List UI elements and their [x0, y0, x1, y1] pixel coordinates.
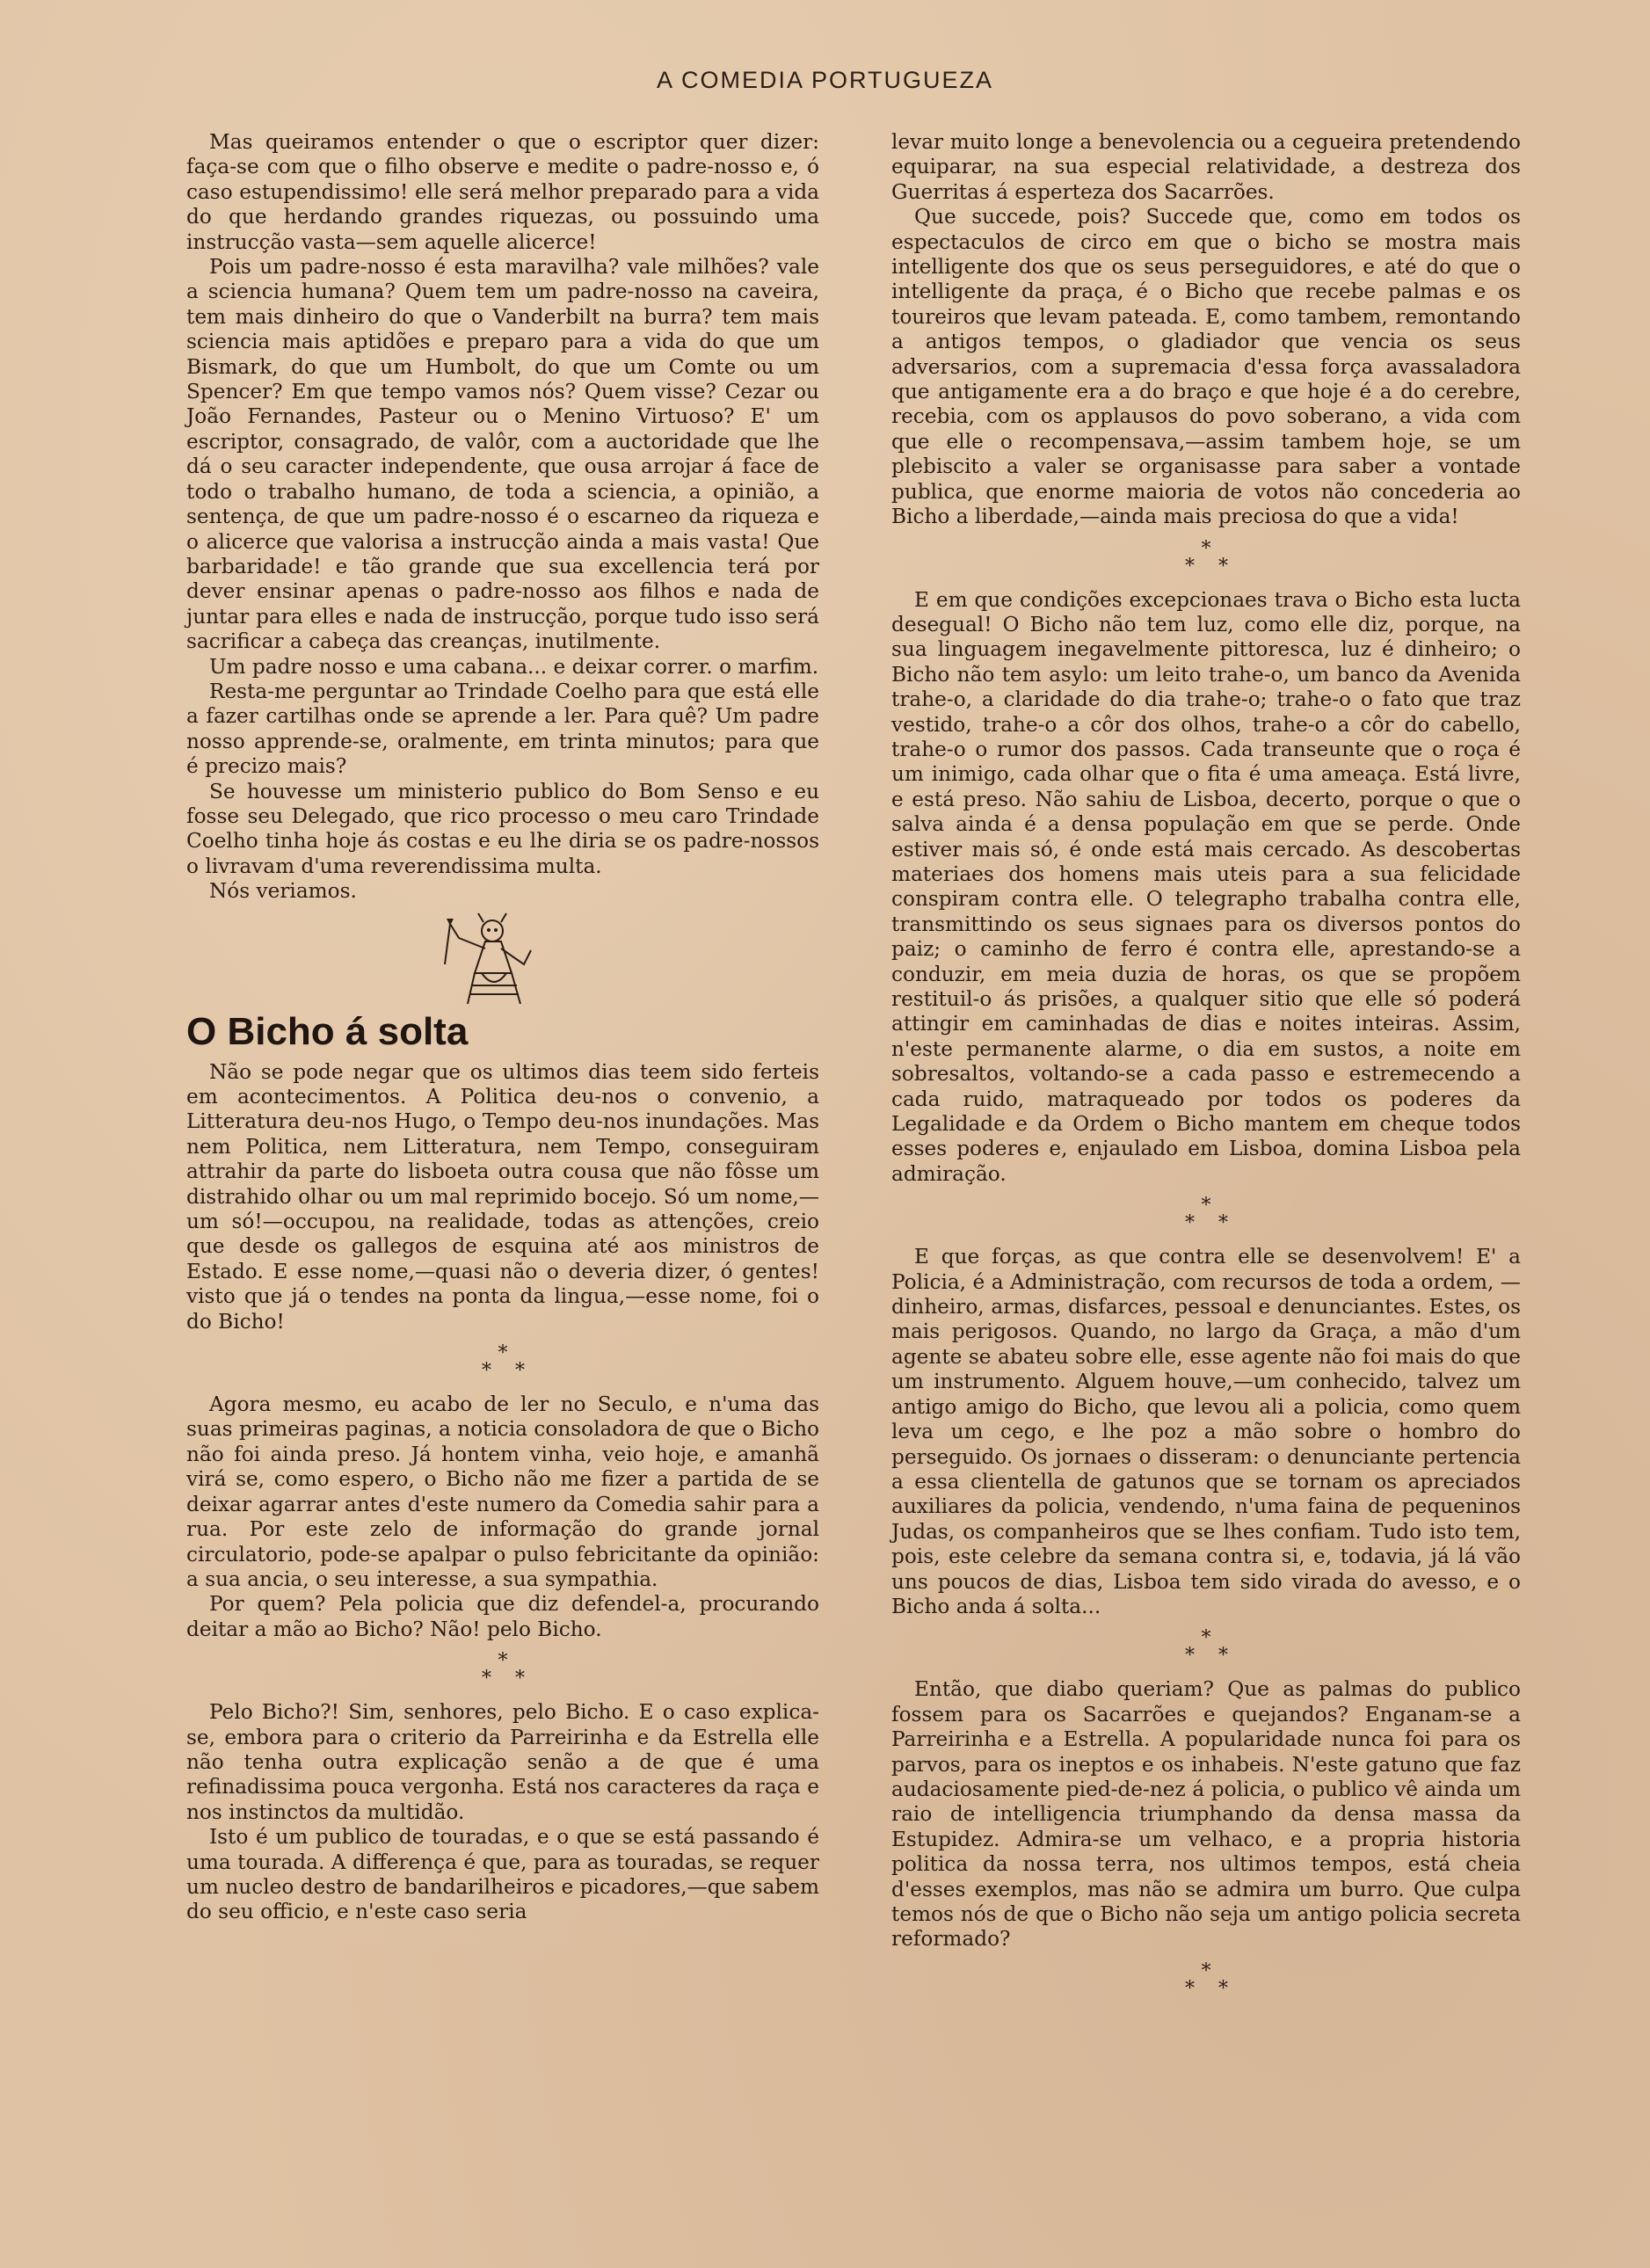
paragraph: Que succede, pois? Succede que, como em todos os espectaculos de circo em que o bicho se mostra mais intelligente dos que os seus perseguidores, e até do que o intelligente da praça, é o Bicho que recebe palmas e os toureiros que levam pateada. E, como tambem, remontando a antigos tempos, o gladiador que vencia os seus adversarios, com a supremacia d'essa força avassaladora que antigamente era a do braço e que hoje é a do cerebre, recebia, com os applausos do povo soberano, a vida com que elle o recompensava,—assim tambem hoje, se um plebiscito a valer se organisasse para saber a vontade publica, que enorme maioria de votos não concederia ao Bicho a liberdade,—ainda mais preciosa do que a vida! — [891, 205, 1521, 529]
paragraph: Não se pode negar que os ultimos dias teem sido ferteis em acontecimentos. A Politica deu-nos o convenio, a Litteratura deu-nos Hugo, o Tempo deu-nos inundações. Mas nem Politica, nem Litteratura, nem Tempo, conseguiram attrahir da parte do lisboeta outra cousa que não fôsse um distrahido olhar ou um mal reprimido bocejo. Só um nome,—um só!—occupou, na realidade, todas as attenções, creio que desde os gallegos de esquina até aos ministros de Estado. E esse nome,—quasi não o deveria dizer, ó gentes! visto que já o tendes na ponta da lingua,—esse nome, foi o do Bicho! — [186, 1059, 819, 1334]
star: * — [482, 1668, 491, 1690]
star: * — [498, 1650, 508, 1673]
separator-stars — [891, 1958, 1521, 2009]
star: * — [1185, 1212, 1195, 1235]
star: * — [1201, 537, 1211, 560]
star: * — [1185, 1645, 1195, 1668]
star: * — [1218, 1645, 1228, 1668]
star: * — [1185, 1977, 1195, 2000]
separator-stars — [891, 1192, 1521, 1243]
paragraph: Mas queiramos entender o que o escriptor quer dizer: faça-se com que o filho observe e medite o padre-nosso e, ó caso estupendissimo! elle será melhor preparado para a vida do que herdando grandes riquezas, ou possuindo uma instrucção vasta—sem aquelle alicerce! — [186, 130, 819, 254]
separator-stars — [186, 1647, 819, 1698]
star: * — [515, 1360, 525, 1383]
star: * — [1218, 555, 1228, 578]
paragraph: Pois um padre-nosso é esta maravilha? vale milhões? vale a sciencia humana? Quem tem um padre-nosso na caveira, tem mais dinheiro do que o Vanderbilt na burra? tem mais sciencia mais aptidões e preparo para a vida do que um Bismark, do que um Humbolt, do que um Comte ou um Spencer? Em que tempo vamos nós? Quem visse? Cezar ou João Fernandes, Pasteur ou o Menino Virtuoso? E' um escriptor, consagrado, de valôr, com a auctoridade que lhe dá o seu caracter independente, que ousa arrojar á face de todo o trabalho humano, de toda a sciencia, a opinião, a sentença, de que um padre-nosso é o escarneo da riqueza e o alicerce que valorisa a instrucção ainda a mais vasta! Que barbaridade! e tão grande que sua excellencia terá por dever ensinar apenas o padre-nosso aos filhos e nada de juntar para elles e nada de instrucção, porque tudo isso será sacrificar a cabeça das creanças, inutilmente. — [186, 255, 819, 654]
star: * — [1218, 1212, 1228, 1235]
paragraph: Por quem? Pela policia que diz defendel-a, procurando deitar a mão ao Bicho? Não! pelo Bicho. — [186, 1592, 819, 1641]
star: * — [498, 1342, 508, 1365]
paragraph: Um padre nosso e uma cabana... e deixar correr. o marfim. — [209, 654, 819, 679]
separator-stars — [186, 1340, 819, 1391]
star: * — [515, 1668, 525, 1690]
paragraph: Isto é um publico de touradas, e o que se está passando é uma tourada. A differença é que, para as touradas, se requer um nucleo destro de bandarilheiros e picadores,—que sabem do seu officio, e n'este caso seria — [186, 1825, 819, 1924]
page-header: A COMEDIA PORTUGUEZA — [656, 67, 994, 93]
left-column — [186, 130, 819, 1925]
paragraph: Se houvesse um ministerio publico do Bom Senso e eu fosse seu Delegado, que rico processo o meu caro Trindade Coelho tinha hoje ás costas e eu lhe diria se os padre-nossos o livravam d'uma reverendissima multa. — [186, 779, 819, 878]
paragraph: Então, que diabo queriam? Que as palmas do publico fossem para os Sacarrões e quejandos? Enganam-se a Parreirinha e a Estrella. A popularidade nunca foi para os parvos, para os ineptos e os inhabeis. N'este gatuno que faz audaciosamente pied-de-nez á policia, o publico vê ainda um raio de intelligencia triumphando da densa massa da Estupidez. Admira-se um velhaco, e a propria historia politica da nossa terra, nos ultimos tempos, está cheia d'esses exemplos, mas não se admira um burro. Que culpa temos nós de que o Bicho não seja um antigo policia secreta reformado? — [891, 1677, 1521, 1952]
star: * — [1201, 1627, 1211, 1650]
paragraph: E que forças, as que contra elle se desenvolvem! E' a Policia, é a Administração, com recursos de toda a ordem, — dinheiro, armas, disfarces, pessoal e denunciantes. Estes, os mais perigosos. Quando, no largo da Graça, a mão d'um agente se abateu sobre elle, esse agente não foi mais do que um instrumento. Alguem houve,—um conhecido, talvez um antigo amigo do Bicho, que levou ali a policia, como quem leva um cego, e lhe poz a mão sobre o hombro do perseguido. Os jornaes o disseram: o denunciante pertencia a essa clientella de gatunos que se tornam os apreciados auxiliares da policia, vendendo, n'uma faina de pequeninos Judas, os companheiros que se lhes confiam. Tudo isto tem, pois, este celebre da semana contra si, e, todavia, já lá vão uns poucos de dias, Lisboa tem sido virada do avesso, e o Bicho anda á solta... — [891, 1245, 1521, 1618]
star: * — [482, 1360, 491, 1383]
paragraph: Agora mesmo, eu acabo de ler no Seculo, e n'uma das suas primeiras paginas, a noticia consoladora de que o Bicho não foi ainda preso. Já hontem vinha, veio hoje, e amanhã virá se, como espero, o Bicho não me fizer a partida de se deixar agarrar antes d'este numero da Comedia sahir para a rua. Por este zelo de informação do grande jornal circulatorio, pode-se apalpar o pulso febricitante da opinião: a sua ancia, o seu interesse, a sua sympathia. — [186, 1392, 819, 1591]
paragraph: levar muito longe a benevolencia ou a cegueira pretendendo equiparar, na sua especial relatividade, a destreza dos Guerritas á esperteza dos Sacarrões. — [891, 130, 1521, 204]
section-title: O Bicho á solta — [186, 1009, 469, 1053]
devil-figure-icon — [432, 912, 547, 1013]
star: * — [1201, 1195, 1211, 1218]
star: * — [1185, 555, 1195, 578]
star: * — [1201, 1959, 1211, 1982]
right-column — [891, 130, 1521, 2010]
separator-stars — [891, 535, 1521, 586]
paragraph: Nós veriamos. — [209, 879, 357, 904]
paragraph: Pelo Bicho?! Sim, senhores, pelo Bicho. E o caso explica-se, embora para o criterio da Parreirinha e da Estrella elle não tenha outra explicação senão a de que é uma refinadissima pouca vergonha. Está nos caracteres da raça e nos instinctos da multidão. — [186, 1700, 819, 1824]
separator-stars — [891, 1625, 1521, 1676]
star: * — [1218, 1977, 1228, 2000]
paragraph: E em que condições excepcionaes trava o Bicho esta lucta desegual! O Bicho não tem luz, como elle diz, porque, na sua linguagem inegavelmente pittoresca, luz é dinheiro; o Bicho não tem asylo: um leito trahe-o, um banco da Avenida trahe-o, a claridade do dia trahe-o; trahe-o o fato que traz vestido, trahe-o a côr dos olhos, trahe-o a côr do cabello, trahe-o o rumor dos passos. Cada transeunte que o roça é um inimigo, cada olhar que o fita é uma ameaça. Está livre, e está preso. Não sahiu de Lisboa, decerto, porque o que o salva ainda é a densa população em que se perde. Onde estiver mais só, é onde está mais cercado. As descobertas materiaes dos homens mais uteis para a sua felicidade conspiram contra elle. O telegrapho trabalha contra elle, transmittindo os seus signaes para os diversos pontos do paiz; o caminho de ferro é contra elle, aprestando-se a conduzir, em meia duzia de horas, os que se propõem restituil-o ás prisões, a qualquer sitio que elle só poderá attingir em caminhadas de dias e noites inteiras. Assim, n'este permanente alarme, o dia em sustos, a noite em sobresaltos, voltando-se a cada passo e estremecendo a cada ruido, matraqueado por todos os poderes da Legalidade e da Ordem o Bicho mantem em cheque todos esses poderes e, enjaulado em Lisboa, domina Lisboa pela admiração. — [891, 587, 1521, 1186]
paragraph: Resta-me perguntar ao Trindade Coelho para que está elle a fazer cartilhas onde se aprende a ler. Para quê? Um padre nosso apprende-se, oralmente, em trinta minutos; para que é precizo mais? — [186, 679, 819, 779]
